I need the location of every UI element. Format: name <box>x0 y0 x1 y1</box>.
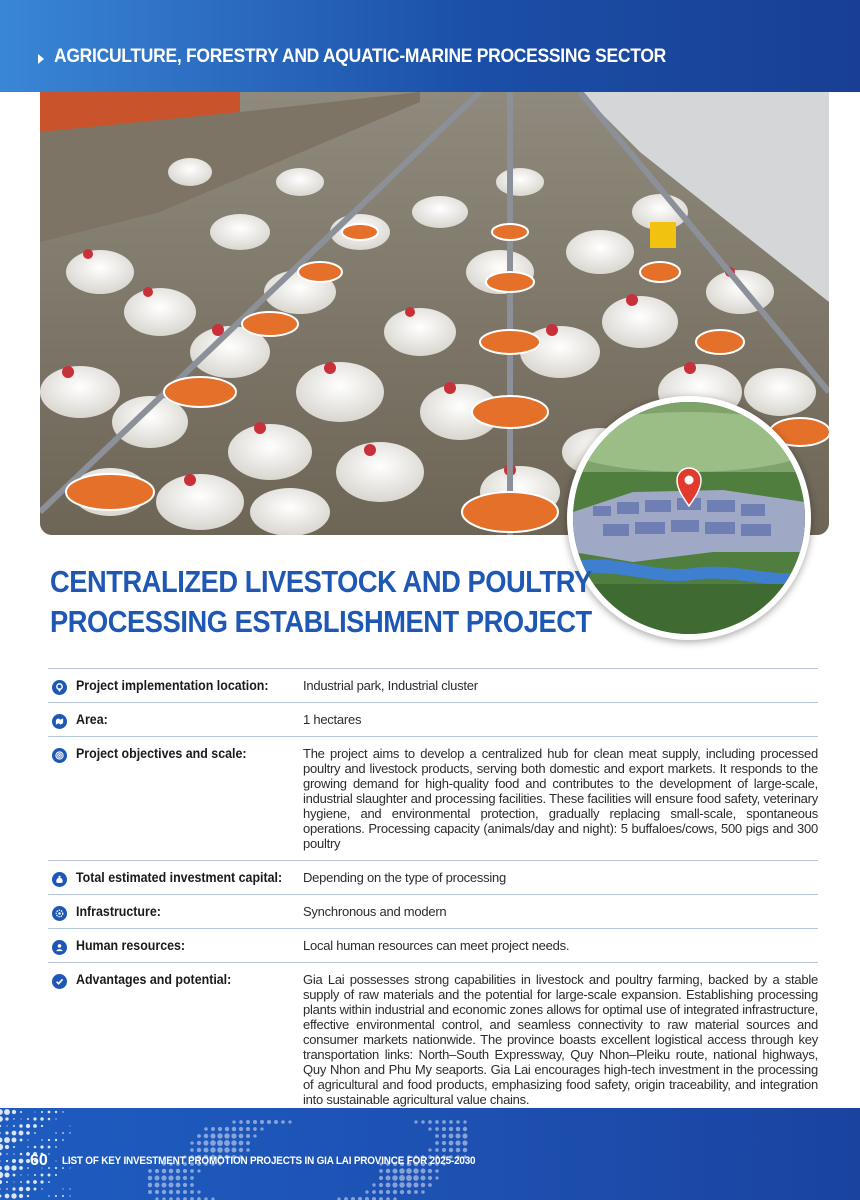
project-details-table <box>48 668 818 1116</box>
detail-value: Gia Lai possesses strong capabilities in livestock and poultry farming, backed by a stable supply of raw materials and the potential for large-scale expansion. Establishing processing plants within industrial and economic zones allows for optimal use of integrated infrastructure, effective environmental control, and seamless connectivity to raw material sources and consumer markets nationwide. The province boasts excellent logistical access through key transportation links: North–South Expressway, Quy Nhon–Pleiku route, national highways, Quy Nhon and Phu My seaports. Gia Lai encourages high-tech investment in the processing of agricultural and food products, emphasizing food safety, origin traceability, and integration into sustainable agricultural value chains. <box>303 972 818 1107</box>
person-icon <box>52 940 67 955</box>
detail-label: Advantages and potential: <box>76 972 232 987</box>
money-bag-icon <box>52 872 67 887</box>
detail-value: Synchronous and modern <box>303 904 447 919</box>
play-arrow-icon <box>38 54 44 64</box>
checkmark-icon <box>52 974 67 989</box>
detail-label: Total estimated investment capital: <box>76 870 283 885</box>
detail-label: Infrastructure: <box>76 904 161 919</box>
detail-label: Area: <box>76 712 108 727</box>
location-pin-icon <box>52 680 67 695</box>
project-title-line-1: CENTRALIZED LIVESTOCK AND POULTRY <box>50 564 592 599</box>
detail-row-area <box>48 702 818 736</box>
project-title <box>50 562 592 642</box>
document-title: LIST OF KEY INVESTMENT PROMOTION PROJECTS IN GIA LAI PROVINCE FOR 2025-2030 <box>62 1155 476 1167</box>
section-header-band <box>0 0 860 92</box>
detail-row-objectives <box>48 736 818 860</box>
detail-value: Depending on the type of processing <box>303 870 507 885</box>
detail-label: Project objectives and scale: <box>76 746 247 761</box>
infrastructure-icon <box>52 906 67 921</box>
project-title-line-2: PROCESSING ESTABLISHMENT PROJECT <box>50 604 592 639</box>
detail-value: The project aims to develop a centralized hub for clean meat supply, including processed poultry and livestock products, serving both domestic and export markets. It responds to the growing demand for high-quality food and contributes to the development of large-scale, industrial slaughter and processing facilities. These facilities will ensure food safety, veterinary hygiene, and environmental protection, gradually replacing small-scale, spontaneous operations. Processing capacity (animals/day and night): 5 buffaloes/cows, 500 pigs and 300 poultry <box>303 746 818 851</box>
page-number: 60 <box>30 1152 48 1169</box>
section-title: AGRICULTURE, FORESTRY AND AQUATIC-MARINE PROCESSING SECTOR <box>54 46 667 67</box>
detail-row-human-resources <box>48 928 818 962</box>
detail-label: Project implementation location: <box>76 678 269 693</box>
industrial-park-aerial-photo <box>567 396 811 640</box>
dot-pattern-decoration <box>0 1108 860 1200</box>
page-footer <box>0 1108 860 1200</box>
detail-label: Human resources: <box>76 938 186 953</box>
detail-row-location <box>48 668 818 702</box>
detail-row-advantages <box>48 962 818 1116</box>
detail-value: 1 hectares <box>303 712 362 727</box>
area-map-icon <box>52 714 67 729</box>
detail-value: Local human resources can meet project needs. <box>303 938 570 953</box>
detail-row-investment <box>48 860 818 894</box>
target-icon <box>52 748 67 763</box>
detail-value: Industrial park, Industrial cluster <box>303 678 478 693</box>
detail-row-infrastructure <box>48 894 818 928</box>
